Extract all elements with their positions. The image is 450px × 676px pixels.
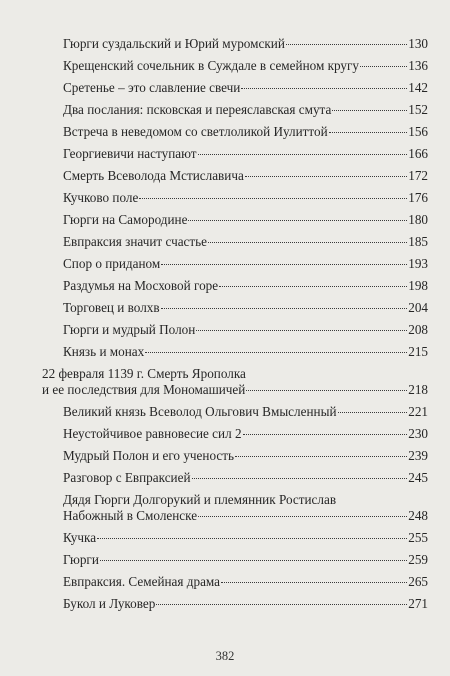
toc-entry bbox=[42, 322, 428, 338]
toc-entry-title-line2: Набожный в Смоленске bbox=[63, 508, 198, 523]
leader-dots bbox=[161, 308, 408, 309]
toc-entry-title: Крещенский сочельник в Суждале в семейном кругу bbox=[63, 58, 360, 73]
toc-entry-chapter bbox=[42, 366, 428, 398]
toc-entry bbox=[42, 58, 428, 74]
leader-dots bbox=[161, 264, 407, 265]
toc-entry-page: 218 bbox=[408, 382, 428, 397]
leader-dots bbox=[245, 176, 407, 177]
leader-dots bbox=[156, 604, 407, 605]
toc-entry-title: Торговец и волхв bbox=[63, 300, 160, 315]
leader-dots bbox=[196, 330, 407, 331]
toc-entry-title: Раздумья на Мосховой горе bbox=[63, 278, 219, 293]
toc-entry-title: Гюрги суздальский и Юрий муромский bbox=[63, 36, 285, 51]
leader-dots bbox=[192, 478, 408, 479]
toc-entry-title: Кучка bbox=[63, 530, 97, 545]
toc-entry bbox=[42, 344, 428, 360]
toc-entry bbox=[42, 234, 428, 250]
toc-entry-title: Спор о приданом bbox=[63, 256, 161, 271]
toc-entry-title: Гюрги bbox=[63, 552, 99, 567]
toc-entry-title: Разговор с Евпраксией bbox=[63, 470, 191, 485]
toc-entry bbox=[42, 448, 428, 464]
toc-entry-page: 248 bbox=[408, 508, 428, 523]
toc-entry-page: 152 bbox=[408, 102, 428, 117]
toc-entry-page: 204 bbox=[408, 300, 428, 315]
toc-entry-page: 180 bbox=[408, 212, 428, 227]
toc-entry-page: 142 bbox=[408, 80, 428, 95]
toc-entry bbox=[42, 404, 428, 420]
toc-entry-page: 230 bbox=[408, 426, 428, 441]
leader-dots bbox=[198, 154, 408, 155]
toc-entry-title: Гюрги на Самородине bbox=[63, 212, 188, 227]
toc-entry-title: Букол и Луковер bbox=[63, 596, 156, 611]
table-of-contents bbox=[42, 36, 428, 612]
leader-dots bbox=[360, 66, 407, 67]
leader-dots bbox=[208, 242, 407, 243]
toc-entry-page: 271 bbox=[408, 596, 428, 611]
toc-entry bbox=[42, 190, 428, 206]
toc-entry bbox=[42, 36, 428, 52]
toc-entry-page: 136 bbox=[408, 58, 428, 73]
toc-entry-title-line1: 22 февраля 1139 г. Смерть Ярополка bbox=[42, 366, 246, 381]
leader-dots bbox=[332, 110, 407, 111]
leader-dots bbox=[188, 220, 407, 221]
leader-dots bbox=[97, 538, 407, 539]
toc-entry bbox=[42, 426, 428, 442]
toc-entry bbox=[42, 146, 428, 162]
toc-entry-multiline bbox=[42, 492, 428, 524]
toc-entry-page: 215 bbox=[408, 344, 428, 359]
toc-entry-page: 166 bbox=[408, 146, 428, 161]
toc-entry-title: Князь и монах bbox=[63, 344, 145, 359]
leader-dots bbox=[246, 390, 407, 391]
toc-entry-page: 193 bbox=[408, 256, 428, 271]
toc-entry-page: 221 bbox=[408, 404, 428, 419]
toc-entry bbox=[42, 300, 428, 316]
toc-entry-title: Великий князь Всеволод Ольгович Вмысленный bbox=[63, 404, 337, 419]
toc-entry-title: Мудрый Полон и его ученость bbox=[63, 448, 235, 463]
toc-entry bbox=[42, 212, 428, 228]
toc-entry-page: 259 bbox=[408, 552, 428, 567]
toc-entry bbox=[42, 278, 428, 294]
toc-entry-title: Смерть Всеволода Мстиславича bbox=[63, 168, 244, 183]
leader-dots bbox=[145, 352, 407, 353]
toc-entry-page: 255 bbox=[408, 530, 428, 545]
toc-entry-title-line1: Дядя Гюрги Долгорукий и племянник Ростислав bbox=[63, 492, 337, 507]
leader-dots bbox=[329, 132, 408, 133]
toc-entry-title: Кучково поле bbox=[63, 190, 139, 205]
page-number: 382 bbox=[215, 649, 235, 663]
toc-entry-page: 176 bbox=[408, 190, 428, 205]
toc-entry bbox=[42, 530, 428, 546]
toc-entry-page: 208 bbox=[408, 322, 428, 337]
toc-entry-title: Гюрги и мудрый Полон bbox=[63, 322, 196, 337]
toc-entry-title: Неустойчивое равновесие сил 2 bbox=[63, 426, 242, 441]
toc-entry bbox=[42, 256, 428, 272]
toc-entry-title: Сретенье – это славление свечи bbox=[63, 80, 241, 95]
toc-entry bbox=[42, 552, 428, 568]
toc-entry-page: 156 bbox=[408, 124, 428, 139]
leader-dots bbox=[286, 44, 407, 45]
leader-dots bbox=[243, 434, 408, 435]
toc-entry-page: 245 bbox=[408, 470, 428, 485]
toc-entry bbox=[42, 574, 428, 590]
toc-entry bbox=[42, 124, 428, 140]
toc-entry-page: 265 bbox=[408, 574, 428, 589]
leader-dots bbox=[221, 582, 407, 583]
toc-entry-page: 130 bbox=[408, 36, 428, 51]
toc-entry bbox=[42, 470, 428, 486]
leader-dots bbox=[219, 286, 407, 287]
leader-dots bbox=[338, 412, 408, 413]
leader-dots bbox=[198, 516, 407, 517]
toc-entry-title: Два послания: псковская и переяславская смута bbox=[63, 102, 332, 117]
toc-entry-title: Встреча в неведомом со светлоликой Иулиттой bbox=[63, 124, 328, 139]
leader-dots bbox=[235, 456, 407, 457]
toc-entry-title: Евпраксия. Семейная драма bbox=[63, 574, 221, 589]
toc-entry bbox=[42, 102, 428, 118]
leader-dots bbox=[241, 88, 407, 89]
toc-entry-page: 239 bbox=[408, 448, 428, 463]
toc-entry-title: Евпраксия значит счастье bbox=[63, 234, 208, 249]
leader-dots bbox=[100, 560, 407, 561]
toc-entry bbox=[42, 168, 428, 184]
toc-entry-page: 172 bbox=[408, 168, 428, 183]
leader-dots bbox=[139, 198, 407, 199]
toc-entry bbox=[42, 80, 428, 96]
toc-entry-page: 185 bbox=[408, 234, 428, 249]
toc-entry-title-line2: и ее последствия для Мономашичей bbox=[42, 382, 246, 397]
toc-entry-title: Георгиевичи наступают bbox=[63, 146, 197, 161]
toc-entry-page: 198 bbox=[408, 278, 428, 293]
toc-entry bbox=[42, 596, 428, 612]
